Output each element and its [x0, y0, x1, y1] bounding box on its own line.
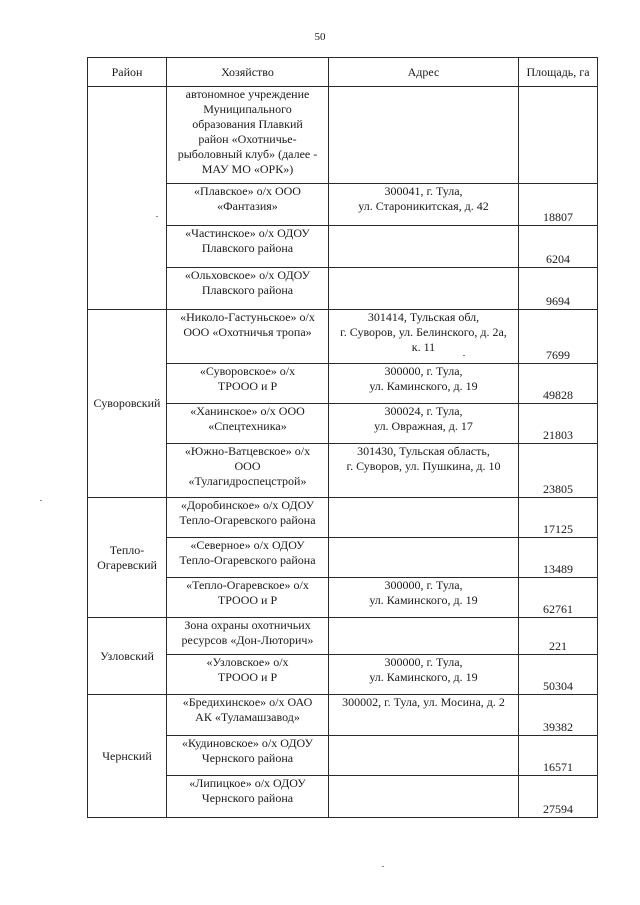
cell-text-line: ул. Каминского, д. 19: [369, 379, 478, 393]
cell-text-line: 300000, г. Тула,: [384, 578, 463, 592]
cell-text-line: автономное учреждение: [185, 87, 310, 101]
farm-cell: [167, 695, 329, 736]
cell-text-line: Чернского района: [201, 751, 294, 765]
cell-text-line: Тепло-: [109, 542, 145, 557]
address-cell: [329, 364, 519, 404]
cell-text-line: образования Плавкий: [192, 117, 303, 131]
area-cell: 17125: [519, 498, 598, 538]
cell-text-line: 300002, г. Тула, ул. Мосина, д. 2: [342, 695, 505, 709]
cell-text-line: «Узловское» о/х: [206, 655, 289, 669]
area-cell: 9694: [519, 268, 598, 310]
cell-text-line: 300000, г. Тула,: [384, 655, 463, 669]
address-cell: [329, 268, 519, 310]
cell-text-line: Тепло-Огаревского района: [179, 513, 316, 527]
cell-text-line: ул. Каминского, д. 19: [369, 593, 478, 607]
cell-text-line: 300041, г. Тула,: [384, 184, 463, 198]
address-cell: [329, 618, 519, 655]
cell-text-line: Плавского района: [201, 283, 294, 297]
address-cell: [329, 498, 519, 538]
cell-text-line: ООО «Охотничья тропа»: [183, 325, 312, 339]
farm-cell: [167, 184, 329, 226]
cell-text-line: «Ольховское» о/х ОДОУ: [184, 268, 311, 282]
table-row: [88, 310, 598, 364]
cell-text-line: Тепло-Огаревского района: [179, 553, 316, 567]
area-cell: 18807: [519, 184, 598, 226]
cell-text-line: «Бредихинское» о/х ОАО: [182, 695, 313, 709]
cell-text-line: Плавского района: [201, 241, 294, 255]
cell-text-line: 301414, Тульская обл,: [367, 310, 480, 324]
area-cell: 7699: [519, 310, 598, 364]
district-cell: [88, 87, 167, 310]
area-cell: 13489: [519, 538, 598, 578]
farm-cell: [167, 736, 329, 776]
farm-cell: [167, 87, 329, 184]
cell-text-line: «Спецтехника»: [208, 419, 287, 433]
cell-text-line: «Кудиновское» о/х ОДОУ: [182, 736, 313, 750]
cell-text-line: Зона охраны охотничьих: [184, 618, 311, 632]
area-cell: 23805: [519, 444, 598, 498]
cell-text-line: ООО: [234, 459, 261, 473]
cell-text-line: Чернский: [102, 748, 152, 763]
address-cell: [329, 538, 519, 578]
farm-cell: [167, 578, 329, 618]
cell-text-line: ТРООО и Р: [217, 379, 278, 393]
cell-text-line: ул. Овражная, д. 17: [374, 419, 473, 433]
area-cell: 21803: [519, 404, 598, 444]
cell-text-line: Чернского района: [201, 791, 294, 805]
scan-speck: [382, 866, 384, 867]
address-cell: [329, 404, 519, 444]
table-header-row: [88, 58, 598, 87]
cell-text-line: Узловский: [100, 648, 154, 663]
cell-text-line: «Доробинское» о/х ОДОУ: [180, 498, 315, 512]
farm-cell: [167, 404, 329, 444]
farm-cell: [167, 498, 329, 538]
address-cell: [329, 310, 519, 364]
hunting-farms-table: [87, 57, 598, 818]
cell-text-line: «Николо-Гастуньское» о/х: [180, 310, 315, 324]
table-row: [88, 87, 598, 184]
cell-text-line: «Северное» о/х ОДОУ: [190, 538, 305, 552]
cell-text-line: «Тепло-Огаревское» о/х: [186, 578, 309, 592]
header-address: Адрес: [329, 58, 519, 87]
cell-text-line: «Плавское» о/х ООО: [194, 184, 301, 198]
table-body: [88, 87, 598, 818]
table-row: [88, 695, 598, 736]
farm-cell: [167, 655, 329, 695]
address-cell: [329, 736, 519, 776]
cell-text-line: Муниципального: [203, 102, 292, 116]
page-number: 50: [314, 31, 326, 43]
cell-text-line: 301430, Тульская область,: [357, 444, 490, 458]
area-cell: 62761: [519, 578, 598, 618]
header-farm: Хозяйство: [167, 58, 329, 87]
area-cell: 39382: [519, 695, 598, 736]
address-cell: [329, 87, 519, 184]
farm-cell: [167, 310, 329, 364]
table-row: [88, 498, 598, 538]
area-cell: 6204: [519, 226, 598, 268]
cell-text-line: «Южно-Ватцевское» о/х: [184, 444, 311, 458]
area-cell: 27594: [519, 776, 598, 818]
farm-cell: [167, 618, 329, 655]
cell-text-line: ТРООО и Р: [217, 593, 278, 607]
header-area: Площадь, га: [519, 58, 598, 87]
cell-text-line: «Фантазия»: [217, 199, 278, 213]
cell-text-line: «Частинское» о/х ОДОУ: [185, 226, 310, 240]
area-cell: 50304: [519, 655, 598, 695]
cell-text-line: рыболовный клуб» (далее -: [177, 147, 318, 161]
district-cell: [88, 695, 167, 818]
cell-text-line: 300000, г. Тула,: [384, 364, 463, 378]
address-cell: [329, 695, 519, 736]
farm-cell: [167, 444, 329, 498]
cell-text-line: ТРООО и Р: [217, 670, 278, 684]
header-district: Район: [88, 58, 167, 87]
address-cell: [329, 776, 519, 818]
farm-cell: [167, 364, 329, 404]
address-cell: [329, 444, 519, 498]
table-row: [88, 618, 598, 655]
district-cell: [88, 498, 167, 618]
cell-text-line: Огаревский: [97, 557, 157, 572]
cell-text-line: Суворовский: [93, 396, 161, 410]
cell-text-line: к. 11: [411, 340, 436, 354]
cell-text-line: «Ханинское» о/х ООО: [190, 404, 305, 418]
cell-text-line: 300024, г. Тула,: [384, 404, 463, 418]
area-cell: 221: [519, 618, 598, 655]
cell-text-line: АК «Туламашзавод»: [195, 710, 300, 724]
scan-speck: [40, 500, 42, 501]
farm-cell: [167, 776, 329, 818]
farm-cell: [167, 226, 329, 268]
address-cell: [329, 226, 519, 268]
address-cell: [329, 578, 519, 618]
cell-text-line: г. Суворов, ул. Белинского, д. 2а,: [340, 325, 507, 339]
district-cell: [88, 618, 167, 695]
cell-text-line: район «Охотничье-: [198, 132, 297, 146]
scan-speck: [156, 216, 158, 217]
cell-text-line: г. Суворов, ул. Пушкина, д. 10: [346, 459, 501, 473]
farm-cell: [167, 538, 329, 578]
farm-cell: [167, 268, 329, 310]
district-cell: [88, 310, 167, 498]
area-cell: [519, 87, 598, 184]
cell-text-line: ул. Староникитская, д. 42: [358, 199, 489, 213]
cell-text-line: «Тулагидроспецстрой»: [188, 474, 307, 488]
area-cell: 49828: [519, 364, 598, 404]
cell-text-line: «Суворовское» о/х: [199, 364, 296, 378]
scan-speck: [463, 355, 465, 356]
address-cell: [329, 655, 519, 695]
cell-text-line: «Липицкое» о/х ОДОУ: [189, 776, 306, 790]
area-cell: 16571: [519, 736, 598, 776]
cell-text-line: МАУ МО «ОРК»): [201, 162, 294, 176]
cell-text-line: ул. Каминского, д. 19: [369, 670, 478, 684]
cell-text-line: ресурсов «Дон-Люторич»: [181, 633, 314, 647]
address-cell: [329, 184, 519, 226]
